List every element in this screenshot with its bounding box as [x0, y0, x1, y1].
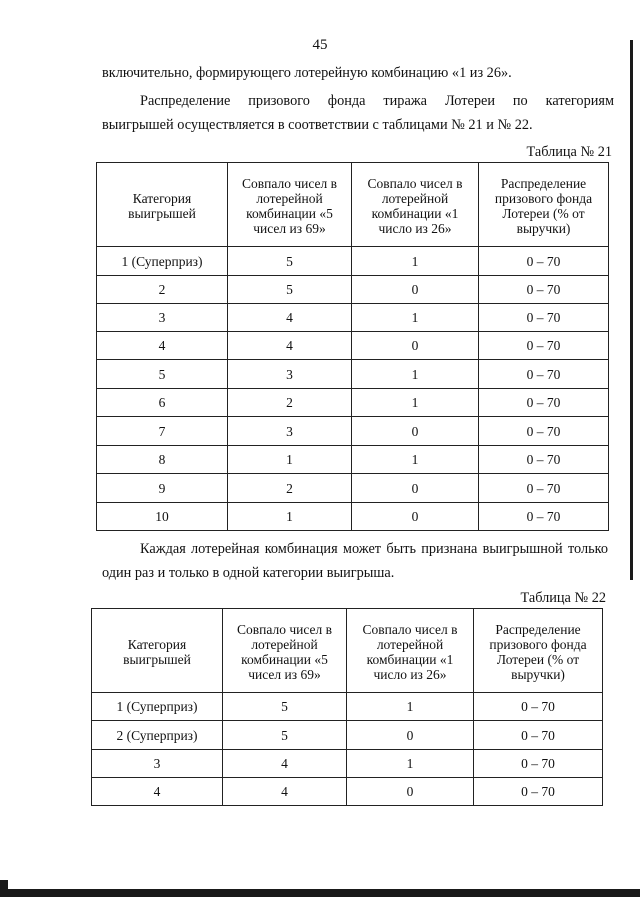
header-category: Категория выигрышей [97, 163, 228, 247]
table-row [97, 446, 609, 474]
header-match-5of69: Совпало чисел в лотерейной комбинации «5 чисел из 69» [228, 163, 352, 247]
cell-category: 3 [92, 750, 223, 778]
cell-match-1of26: 0 [352, 417, 479, 446]
header-prize-distribution: Распределение призового фонда Лотереи (% от выручки) [474, 609, 603, 693]
cell-distribution: 0 – 70 [479, 247, 609, 276]
page-number: 45 [312, 37, 328, 53]
table-row [97, 474, 609, 503]
cell-match-1of26: 0 [352, 474, 479, 503]
cell-distribution: 0 – 70 [479, 389, 609, 417]
header-match-5of69: Совпало чисел в лотерейной комбинации «5 чисел из 69» [223, 609, 347, 693]
paragraph-3-line-2: один раз и только в одной категории выигрыша. [102, 565, 395, 581]
table-row [97, 276, 609, 304]
table-row [97, 389, 609, 417]
cell-distribution: 0 – 70 [474, 778, 603, 806]
cell-match-1of26: 1 [352, 360, 479, 389]
cell-distribution: 0 – 70 [479, 474, 609, 503]
table-row [97, 503, 609, 531]
header-prize-distribution: Распределение призового фонда Лотереи (% от выручки) [479, 163, 609, 247]
cell-match-1of26: 1 [347, 693, 474, 721]
table-row [97, 360, 609, 389]
cell-distribution: 0 – 70 [479, 360, 609, 389]
cell-match-5of69: 1 [228, 503, 352, 531]
table-row [97, 417, 609, 446]
paragraph-1-line-1: включительно, формирующего лотерейную комбинацию «1 из 26». [102, 65, 512, 81]
cell-category: 7 [97, 417, 228, 446]
cell-category: 6 [97, 389, 228, 417]
scan-edge-corner [0, 880, 8, 897]
cell-match-5of69: 2 [228, 389, 352, 417]
cell-match-5of69: 5 [228, 276, 352, 304]
cell-category: 9 [97, 474, 228, 503]
header-match-1of26: Совпало чисел в лотерейной комбинации «1 число из 26» [347, 609, 474, 693]
paragraph-2-line-2: выигрышей осуществляется в соответствии с таблицами № 21 и № 22. [102, 117, 533, 133]
table-row [92, 721, 603, 750]
cell-match-1of26: 0 [347, 778, 474, 806]
cell-distribution: 0 – 70 [479, 304, 609, 332]
table-22-caption: Таблица № 22 [520, 590, 606, 606]
table-row [92, 750, 603, 778]
paragraph-2-line-1: Распределение призового фонда тиража Лотереи по категориям [140, 93, 614, 109]
cell-match-5of69: 5 [223, 693, 347, 721]
cell-match-5of69: 5 [223, 721, 347, 750]
table-21 [96, 162, 609, 531]
table-21-header-row [97, 163, 609, 247]
cell-match-5of69: 3 [228, 417, 352, 446]
cell-distribution: 0 – 70 [479, 417, 609, 446]
cell-match-1of26: 1 [352, 389, 479, 417]
table-21-caption: Таблица № 21 [526, 144, 612, 160]
cell-distribution: 0 – 70 [479, 503, 609, 531]
cell-match-1of26: 1 [347, 750, 474, 778]
cell-match-1of26: 1 [352, 446, 479, 474]
cell-category: 4 [92, 778, 223, 806]
table-row [97, 332, 609, 360]
cell-category: 2 (Суперприз) [92, 721, 223, 750]
cell-distribution: 0 – 70 [479, 276, 609, 304]
header-match-1of26: Совпало чисел в лотерейной комбинации «1 число из 26» [352, 163, 479, 247]
paragraph-3-line-1: Каждая лотерейная комбинация может быть признана выигрышной только [140, 541, 608, 557]
cell-match-1of26: 0 [352, 503, 479, 531]
cell-category: 5 [97, 360, 228, 389]
cell-distribution: 0 – 70 [474, 721, 603, 750]
cell-category: 2 [97, 276, 228, 304]
table-row [97, 304, 609, 332]
cell-match-1of26: 0 [352, 332, 479, 360]
cell-match-1of26: 1 [352, 304, 479, 332]
cell-category: 4 [97, 332, 228, 360]
cell-distribution: 0 – 70 [479, 446, 609, 474]
table-row [92, 778, 603, 806]
cell-match-5of69: 4 [223, 750, 347, 778]
cell-match-5of69: 4 [228, 304, 352, 332]
cell-category: 8 [97, 446, 228, 474]
cell-match-5of69: 4 [223, 778, 347, 806]
cell-match-5of69: 4 [228, 332, 352, 360]
scan-edge-right [630, 40, 633, 580]
table-22 [91, 608, 603, 806]
cell-distribution: 0 – 70 [479, 332, 609, 360]
table-22-header-row [92, 609, 603, 693]
scan-edge-bottom [0, 889, 640, 897]
cell-match-1of26: 0 [352, 276, 479, 304]
cell-distribution: 0 – 70 [474, 750, 603, 778]
cell-category: 1 (Суперприз) [97, 247, 228, 276]
cell-match-1of26: 1 [352, 247, 479, 276]
cell-distribution: 0 – 70 [474, 693, 603, 721]
cell-match-5of69: 2 [228, 474, 352, 503]
cell-category: 3 [97, 304, 228, 332]
cell-match-1of26: 0 [347, 721, 474, 750]
cell-match-5of69: 5 [228, 247, 352, 276]
cell-category: 10 [97, 503, 228, 531]
table-row [92, 693, 603, 721]
cell-match-5of69: 1 [228, 446, 352, 474]
header-category: Категория выигрышей [92, 609, 223, 693]
table-row [97, 247, 609, 276]
cell-category: 1 (Суперприз) [92, 693, 223, 721]
cell-match-5of69: 3 [228, 360, 352, 389]
